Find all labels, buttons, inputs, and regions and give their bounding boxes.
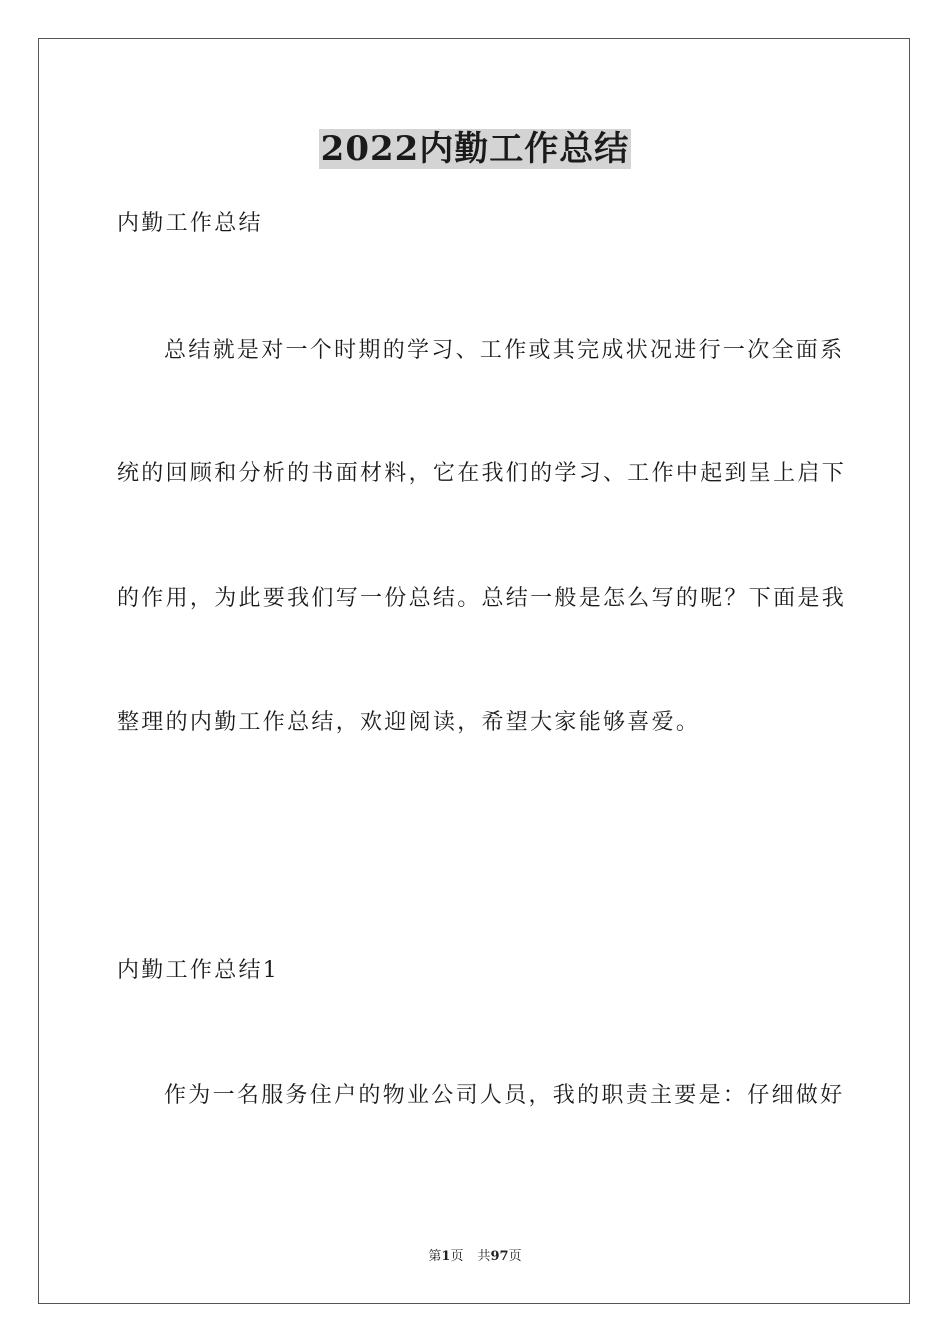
footer-total-pages: 97 [490,1249,509,1264]
paragraph-line: 作为一名服务住户的物业公司人员，我的职责主要是：仔细做好 [164,1083,845,1108]
paragraph-line: 统的回顾和分析的书面材料，它在我们的学习、工作中起到呈上启下 [117,461,847,486]
footer-total-unit: 页 [508,1249,522,1264]
footer-page-unit: 页 [450,1249,464,1264]
footer-page-prefix: 第 [428,1249,442,1264]
document-title [0,128,950,170]
section-heading: 内勤工作总结 [117,211,263,236]
document-title-text: 2022内勤工作总结 [320,129,630,169]
footer-page-number: 1 [441,1249,451,1264]
footer-total-prefix: 共 [477,1249,491,1264]
paragraph-line: 整理的内勤工作总结，欢迎阅读，希望大家能够喜爱。 [117,710,701,735]
paragraph-line: 总结就是对一个时期的学习、工作或其完成状况进行一次全面系 [164,338,845,363]
section-heading: 内勤工作总结1 [117,958,280,983]
paragraph-line: 的作用，为此要我们写一份总结。总结一般是怎么写的呢？下面是我 [117,586,847,611]
page-footer [0,1248,950,1266]
